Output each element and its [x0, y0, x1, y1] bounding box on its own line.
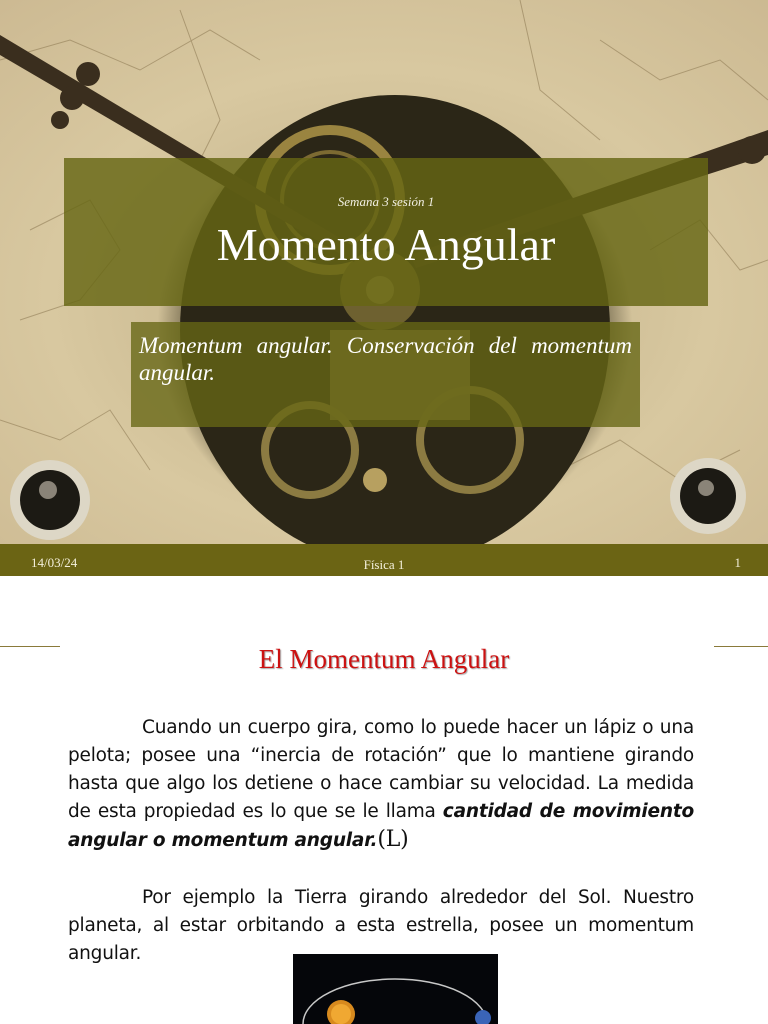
angular-momentum-symbol: (L): [377, 827, 409, 852]
paragraph-definition-text: Cuando un cuerpo gira, como lo puede hacer un lápiz o una pelota; posee una “inercia de rotación” que lo mantiene girando hasta que algo los detiene o hace cambiar su velocidad. La medida de esta propiedad es lo que se le llama: [68, 717, 694, 822]
slide-description: Momentum angular. Conservación del momentum angular.: [139, 333, 632, 385]
slide-footer: [0, 544, 768, 576]
content-slide: [0, 576, 768, 1024]
session-label: Semana 3 sesión 1: [337, 194, 435, 209]
footer-page-number: 1: [734, 555, 741, 570]
paragraph-definition-emphasis: cantidad de movimiento angular o momentum angular: [68, 801, 694, 851]
earth-sun-orbit-image: [293, 954, 498, 1024]
paragraph-definition-period: .: [370, 830, 378, 851]
paragraph-example-text: Por ejemplo la Tierra girando alrededor del Sol. Nuestro planeta, al estar orbitando a esta estrella, posee un momentum angular.: [68, 887, 694, 964]
slide-title: Momento Angular: [216, 219, 556, 270]
orbit-illustration: [293, 954, 498, 1024]
description-box: [131, 322, 640, 427]
section-title: El Momentum Angular: [258, 644, 510, 674]
footer-course: Física 1: [363, 557, 405, 572]
title-box: [64, 158, 708, 306]
paragraph-definition: [68, 714, 694, 855]
footer-date: 14/03/24: [31, 555, 78, 570]
